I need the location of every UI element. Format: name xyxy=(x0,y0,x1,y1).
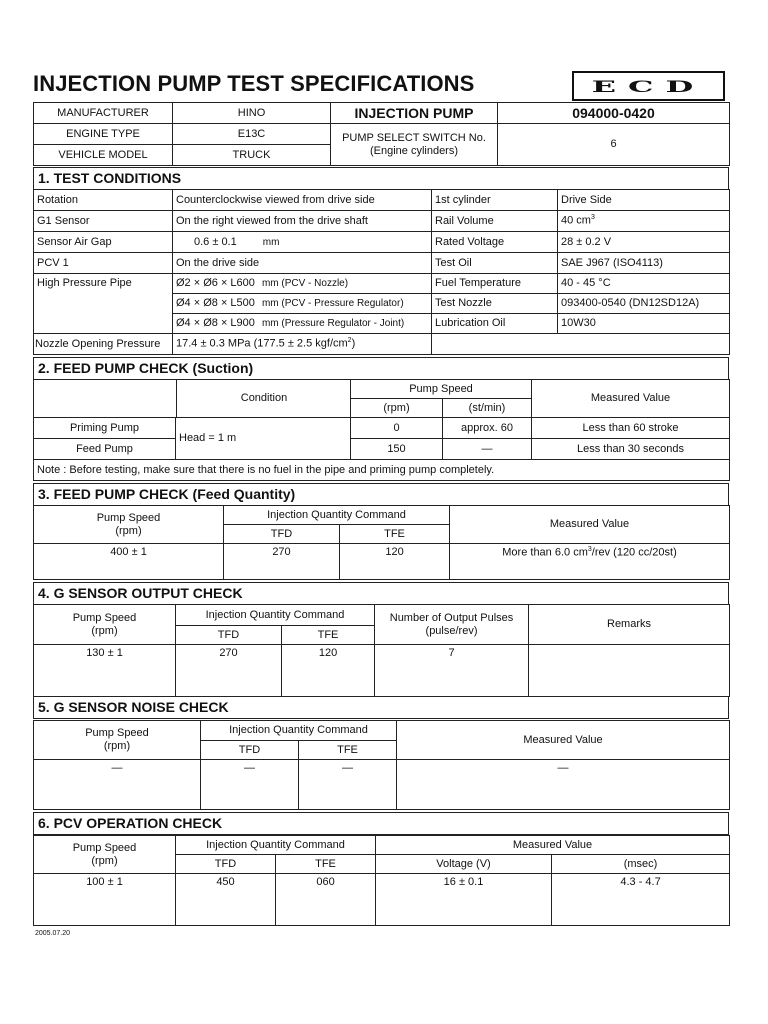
injection-pump-label: INJECTION PUMP xyxy=(331,103,498,124)
injection-pump-value: 094000-0420 xyxy=(498,103,730,124)
pipe-3: Ø4 × Ø8 × L900 mm (Pressure Regulator - Joint) xyxy=(173,314,432,334)
pcv-tfe-header: TFE xyxy=(276,855,376,874)
fuel-temp-value: 40 - 45 °C xyxy=(558,274,730,294)
pipe-2: Ø4 × Ø8 × L500 mm (PCV - Pressure Regulator) xyxy=(173,294,432,314)
manufacturer-label: MANUFACTURER xyxy=(34,103,173,124)
section-g-noise-title: 5. G SENSOR NOISE CHECK xyxy=(33,696,729,719)
gn-speed: — xyxy=(34,760,201,810)
header-table xyxy=(33,102,729,166)
go-remarks-header: Remarks xyxy=(529,605,730,645)
rotation-value: Counterclockwise viewed from drive side xyxy=(173,190,432,211)
page-title: INJECTION PUMP TEST SPECIFICATIONS xyxy=(33,71,475,96)
section-test-conditions-title: 1. TEST CONDITIONS xyxy=(33,167,729,190)
lube-oil-label: Lubrication Oil xyxy=(432,314,558,334)
pump-select-value: 6 xyxy=(498,124,730,166)
section-feed-suction-title: 2. FEED PUMP CHECK (Suction) xyxy=(33,357,729,380)
pcv-tfe: 060 xyxy=(276,874,376,926)
gn-tfe-header: TFE xyxy=(299,741,397,760)
pcv-measured-header: Measured Value xyxy=(376,836,730,855)
pcv-msec: 4.3 - 4.7 xyxy=(552,874,730,926)
gn-tfd-header: TFD xyxy=(201,741,299,760)
nozzle-opening-pressure-value: 17.4 ± 0.3 MPa (177.5 ± 2.5 kgf/$cm^2$) xyxy=(173,334,432,355)
g1-sensor-label: G1 Sensor xyxy=(34,211,173,232)
pcv-msec-header: (msec) xyxy=(552,855,730,874)
pcv1-label: PCV 1 xyxy=(34,253,173,274)
go-remarks xyxy=(529,645,730,697)
head-condition: Head = 1 m xyxy=(176,418,351,460)
pcv-iqc-header: Injection Quantity Command xyxy=(176,836,376,855)
engine-type-label: ENGINE TYPE xyxy=(34,124,173,145)
pcv-tfd: 450 xyxy=(176,874,276,926)
section-pcv-title: 6. PCV OPERATION CHECK xyxy=(33,812,729,835)
fq-iqc-header: Injection Quantity Command xyxy=(224,506,450,525)
stmin-header: (st/min) xyxy=(443,399,532,418)
gn-tfd: — xyxy=(201,760,299,810)
fq-tfd-header: TFD xyxy=(224,525,340,544)
test-nozzle-label: Test Nozzle xyxy=(432,294,558,314)
fq-measured: More than 6.0 $cm^3$/rev (120 cc/20st) xyxy=(450,544,730,580)
pipe-1: Ø2 × Ø6 × L600 mm (PCV - Nozzle) xyxy=(173,274,432,294)
fq-tfe-header: TFE xyxy=(340,525,450,544)
air-gap-label: Sensor Air Gap xyxy=(34,232,173,253)
section-g-output-title: 4. G SENSOR OUTPUT CHECK xyxy=(33,582,729,605)
pcv-voltage: 16 ± 0.1 xyxy=(376,874,552,926)
go-tfd: 270 xyxy=(176,645,282,697)
feed-measured: Less than 30 seconds xyxy=(532,439,730,460)
lube-oil-value: 10W30 xyxy=(558,314,730,334)
vehicle-model-label: VEHICLE MODEL xyxy=(34,145,173,166)
gn-tfe: — xyxy=(299,760,397,810)
g-output-table xyxy=(33,604,729,697)
gn-iqc-header: Injection Quantity Command xyxy=(201,721,397,741)
rail-volume-value: 40 $cm^3$ xyxy=(558,211,730,232)
footer-date: 2005.07.20 xyxy=(35,930,71,937)
first-cylinder-value: Drive Side xyxy=(558,190,730,211)
feed-note: Note : Before testing, make sure that there is no fuel in the pipe and priming pump completely. xyxy=(34,460,730,481)
first-cylinder-label: 1st cylinder xyxy=(432,190,558,211)
priming-measured: Less than 60 stroke xyxy=(532,418,730,439)
gn-measured: — xyxy=(397,760,730,810)
feed-quantity-table xyxy=(33,505,729,580)
pcv-tfd-header: TFD xyxy=(176,855,276,874)
fq-measured-header: Measured Value xyxy=(450,506,730,544)
feed-st: — xyxy=(443,439,532,460)
fq-pump-speed-header: Pump Speed (rpm) xyxy=(34,506,224,544)
test-oil-label: Test Oil xyxy=(432,253,558,274)
rail-volume-label: Rail Volume xyxy=(432,211,558,232)
g1-sensor-value: On the right viewed from the drive shaft xyxy=(173,211,432,232)
air-gap-value: 0.6 ± 0.1 mm xyxy=(173,232,432,253)
pcv1-value: On the drive side xyxy=(173,253,432,274)
condition-header: Condition xyxy=(240,392,288,405)
engine-type-value: E13C xyxy=(173,124,331,145)
priming-rpm: 0 xyxy=(351,418,443,439)
gn-measured-header: Measured Value xyxy=(397,721,730,760)
go-pulses: 7 xyxy=(375,645,529,697)
feed-suction-table xyxy=(33,379,729,481)
priming-pump-label: Priming Pump xyxy=(34,418,176,439)
rotation-label: Rotation xyxy=(34,190,173,211)
feed-pump-label: Feed Pump xyxy=(34,439,176,460)
manufacturer-value: HINO xyxy=(173,103,331,124)
rpm-header: (rpm) xyxy=(351,399,443,418)
pcv-pump-speed-header: Pump Speed (rpm) xyxy=(34,836,176,874)
go-tfe-header: TFE xyxy=(282,626,375,645)
rated-voltage-value: 28 ± 0.2 V xyxy=(558,232,730,253)
ecd-logo: ECD xyxy=(572,71,725,101)
pump-select-label: PUMP SELECT SWITCH No. (Engine cylinders) xyxy=(331,124,498,166)
test-oil-value: SAE J967 (ISO4113) xyxy=(558,253,730,274)
go-pulses-header: Number of Output Pulses (pulse/rev) xyxy=(375,605,529,645)
fq-tfd: 270 xyxy=(224,544,340,580)
pump-speed-header: Pump Speed xyxy=(351,380,532,399)
high-pressure-pipe-label: High Pressure Pipe xyxy=(34,274,173,334)
section-feed-quantity-title: 3. FEED PUMP CHECK (Feed Quantity) xyxy=(33,483,729,506)
pcv-table xyxy=(33,835,729,926)
rated-voltage-label: Rated Voltage xyxy=(432,232,558,253)
fuel-temp-label: Fuel Temperature xyxy=(432,274,558,294)
vehicle-model-value: TRUCK xyxy=(173,145,331,166)
go-speed: 130 ± 1 xyxy=(34,645,176,697)
g-noise-table xyxy=(33,720,729,810)
measured-value-header: Measured Value xyxy=(532,380,730,418)
go-pump-speed-header: Pump Speed (rpm) xyxy=(34,605,176,645)
test-nozzle-value: 093400-0540 (DN12SD12A) xyxy=(558,294,730,314)
feed-rpm: 150 xyxy=(351,439,443,460)
pcv-speed: 100 ± 1 xyxy=(34,874,176,926)
test-conditions-table xyxy=(33,189,729,355)
pcv-voltage-header: Voltage (V) xyxy=(376,855,552,874)
fq-speed: 400 ± 1 xyxy=(34,544,224,580)
go-tfd-header: TFD xyxy=(176,626,282,645)
go-iqc-header: Injection Quantity Command xyxy=(176,605,375,626)
nozzle-opening-pressure-label: Nozzle Opening Pressure xyxy=(34,334,173,355)
priming-st: approx. 60 xyxy=(443,418,532,439)
gn-pump-speed-header: Pump Speed (rpm) xyxy=(34,721,201,760)
fq-tfe: 120 xyxy=(340,544,450,580)
go-tfe: 120 xyxy=(282,645,375,697)
